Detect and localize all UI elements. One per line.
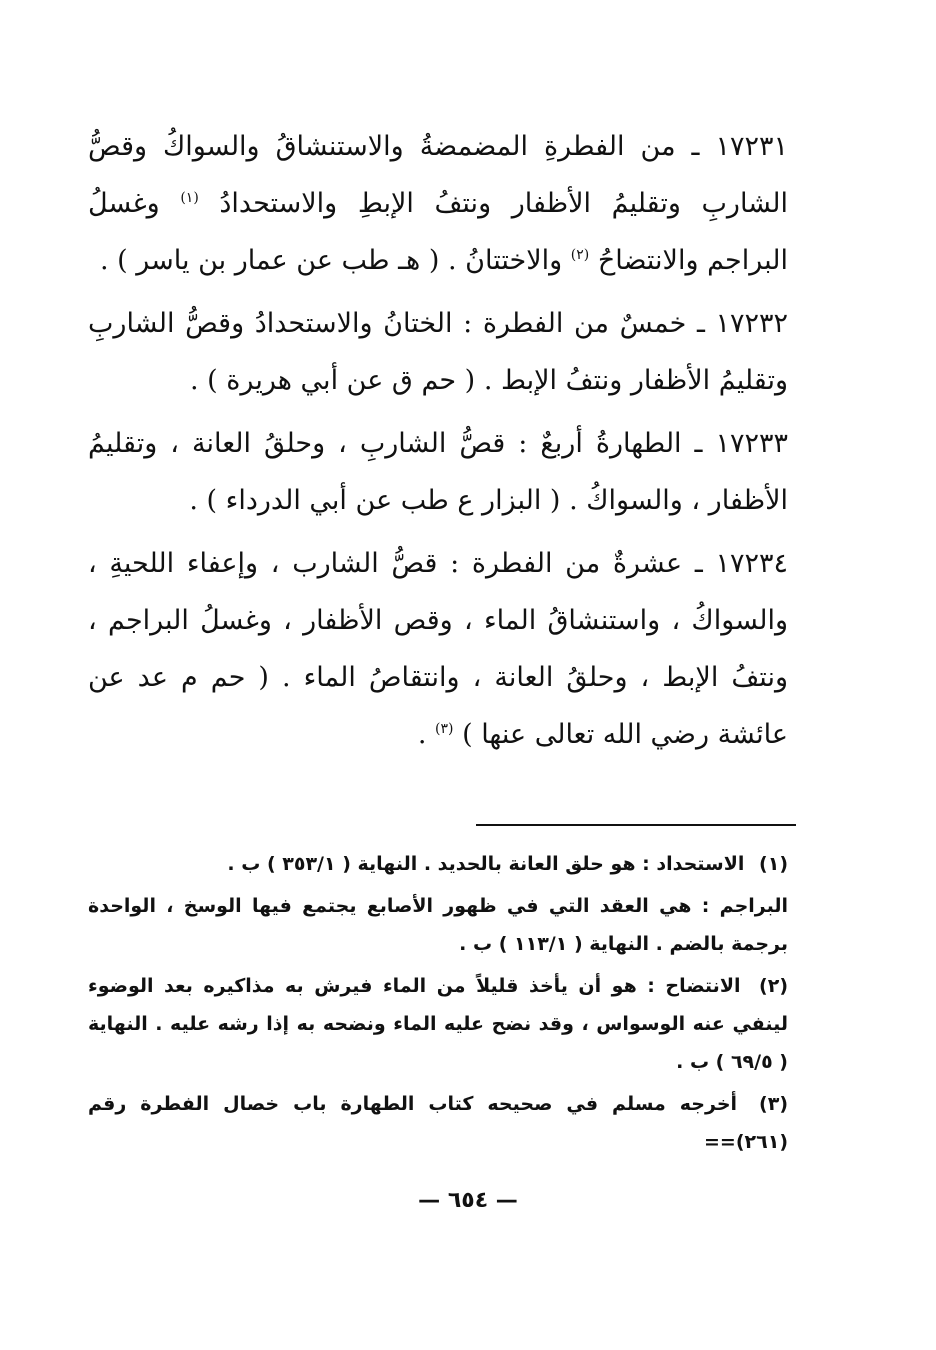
hadith-number: ١٧٢٣٣ xyxy=(715,428,788,459)
hadith-number: ١٧٢٣١ xyxy=(715,131,788,162)
footnote-number: (٢) xyxy=(759,975,788,997)
hadith-reference: ( حم م عد عن عائشة رضي الله تعالى عنها ) xyxy=(88,662,788,750)
main-text xyxy=(88,118,788,769)
hadith-text: الطهارةُ أربعٌ : قصُّ الشاربِ ، وحلقُ العانة ، وتقليمُ الأظفار ، والسواكُ . xyxy=(88,428,788,516)
hadith-reference: ( حم ق عن أبي هريرة ) . xyxy=(190,365,476,396)
footnote-3 xyxy=(88,1085,788,1161)
footnote-number: (٣) xyxy=(759,1093,788,1115)
hadith-17231 xyxy=(88,118,788,289)
hadith-text: عشرةٌ من الفطرة : قصُّ الشارب ، وإعفاء اللحيةِ ، والسواكُ ، واستنشاقُ الماء ، وقص الأظفار ، وغسلُ البراجم ، ونتفُ الإبط ، وحلقُ العانة ، وانتقاصُ الماء . xyxy=(88,548,789,693)
hadith-17233 xyxy=(88,415,788,529)
footnote-text: الانتضاح : هو أن يأخذ قليلاً من الماء فيرش به مذاكيره بعد الوضوء لينفي عنه الوسواس ، وقد نضح عليه الماء ونضحه به إذا رشه عليه . النهاية ( ٦٩/٥ ) ب . xyxy=(88,975,788,1073)
hadith-text: من الفطرةِ المضمضةُ والاستنشاقُ والسواكُ وقصُّ الشاربِ وتقليمُ الأظفار ونتفُ الإبطِ والاستحدادُ xyxy=(88,131,788,219)
dash: ـ xyxy=(675,131,700,162)
hadith-text: وغسلُ البراجم والانتضاحُ xyxy=(88,188,788,276)
footnote-divider xyxy=(476,824,796,826)
hadith-text: خمسٌ من الفطرة : الختانُ والاستحدادُ وقصُّ الشاربِ وتقليمُ الأظفار ونتفُ الإبط . xyxy=(88,308,788,396)
hadith-text: والاختتانُ . xyxy=(448,245,563,276)
footnote-text: البراجم : هي العقد التي في ظهور الأصابع يجتمع فيها الوسخ ، الواحدة برجمة بالضم . النهاية ( ١١٣/١ ) ب . xyxy=(88,895,788,955)
footnote-text: الاستحداد : هو حلق العانة بالحديد . النهاية ( ٣٥٣/١ ) ب . xyxy=(227,853,745,875)
hadith-number: ١٧٢٣٤ xyxy=(715,548,788,579)
dash: ـ xyxy=(681,428,703,459)
footnote-marker: (٣) xyxy=(435,721,454,737)
hadith-17232 xyxy=(88,295,788,409)
footnote-1 xyxy=(88,845,788,883)
footnote-1-continuation xyxy=(88,887,788,963)
hadith-17234 xyxy=(88,535,788,763)
footnote-text: أخرجه مسلم في صحيحه كتاب الطهارة باب خصال الفطرة رقم (٢٦١)== xyxy=(88,1093,788,1153)
dash: ـ xyxy=(686,308,705,339)
period: . xyxy=(417,719,427,750)
footnote-marker: (٢) xyxy=(570,247,590,263)
footnote-marker: (١) xyxy=(180,190,199,206)
hadith-reference: ( هـ طب عن عمار بن ياسر ) . xyxy=(99,245,440,276)
hadith-number: ١٧٢٣٢ xyxy=(715,308,788,339)
page-number: — ٦٥٤ — xyxy=(418,1188,518,1213)
footnotes xyxy=(88,845,788,1165)
footnote-2 xyxy=(88,967,788,1081)
footnote-number: (١) xyxy=(759,853,788,875)
hadith-reference: ( البزار ع طب عن أبي الدرداء ) . xyxy=(189,485,561,516)
dash: ـ xyxy=(682,548,703,579)
